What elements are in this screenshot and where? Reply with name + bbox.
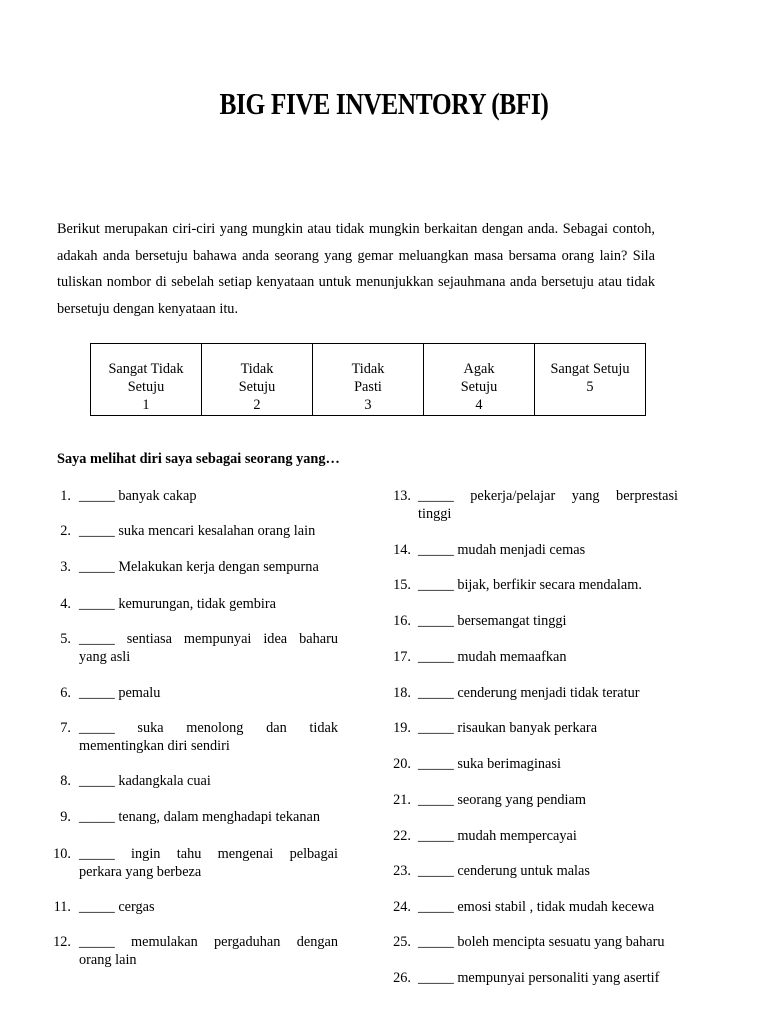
item-statement: _____ cenderung menjadi tidak teratur [418,685,640,701]
item-number: 20. [393,756,411,772]
scale-label-line2: Setuju [127,379,165,395]
item-number: 9. [60,809,71,825]
item-statement: _____ sentiasa mempunyai idea baharu [79,631,338,647]
item-number: 3. [60,559,71,575]
item-number: 22. [393,828,411,844]
item-number: 10. [53,846,71,862]
scale-cell-1 [91,344,202,416]
item-number: 8. [60,773,71,789]
intro-paragraph: Berikut merupakan ciri-ciri yang mungkin atau tidak mungkin berkaitan dengan anda. Sebagai contoh, adakah anda bersetuju bahawa anda seorang yang gemar meluangkan masa bersama orang lain? Sila tuliskan nombor di sebelah setiap kenyataan untuk menunjukkan sejauhmana anda bersetuju atau tidak bersetuju dengan kenyataan itu. [57,221,655,317]
scale-cell-2 [202,344,313,416]
item-number: 23. [393,863,411,879]
item-statement-continued: perkara yang berbeza [79,864,202,880]
scale-cell-5 [535,344,646,416]
item-statement: _____ memulakan pergaduhan dengan [79,934,338,950]
scale-label-line2: Setuju [460,379,498,395]
item-statement: _____ suka menolong dan tidak [79,720,338,736]
scale-value: 4 [475,397,483,413]
item-statement: _____ banyak cakap [79,488,197,504]
item-number: 26. [393,970,411,986]
scale-cell-3 [313,344,424,416]
item-statement-continued: tinggi [418,506,452,522]
item-statement: _____ kadangkala cuai [79,773,211,789]
item-statement: _____ boleh mencipta sesuatu yang baharu [418,934,665,950]
item-statement: _____ mudah memaafkan [418,649,567,665]
item-statement: _____ pekerja/pelajar yang berprestasi [418,488,678,504]
questionnaire-subheading: Saya melihat diri saya sebagai seorang yang… [57,451,340,467]
item-number: 17. [393,649,411,665]
item-statement: _____ tenang, dalam menghadapi tekanan [79,809,320,825]
item-statement: _____ mudah menjadi cemas [418,542,586,558]
item-statement-continued: yang asli [79,649,131,665]
scale-value: 2 [253,397,261,413]
item-number: 25. [393,934,411,950]
item-statement-continued: orang lain [79,952,137,968]
item-number: 13. [393,488,411,504]
scale-label-line1: Agak [463,361,495,377]
item-statement: _____ seorang yang pendiam [418,792,586,808]
scale-cell-4 [424,344,535,416]
item-statement: _____ emosi stabil , tidak mudah kecewa [418,899,655,915]
scale-label-line2: Pasti [354,379,382,395]
item-statement: _____ bijak, berfikir secara mendalam. [418,577,642,593]
item-statement: _____ bersemangat tinggi [418,613,567,629]
item-number: 12. [53,934,71,950]
scale-label-line1: Tidak [351,361,385,377]
item-statement: _____ mempunyai personaliti yang asertif [418,970,660,986]
scale-label-line1: Sangat Tidak [108,361,184,377]
item-number: 1. [60,488,71,504]
item-statement: _____ suka berimaginasi [418,756,561,772]
scale-label-line1: Tidak [240,361,274,377]
item-number: 4. [60,596,71,612]
item-statement: _____ suka mencari kesalahan orang lain [79,523,316,539]
item-statement: _____ cenderung untuk malas [418,863,590,879]
page-title: BIG FIVE INVENTORY (BFI) [219,86,549,121]
item-statement: _____ kemurungan, tidak gembira [79,596,276,612]
item-number: 15. [393,577,411,593]
item-statement: _____ ingin tahu mengenai pelbagai [79,846,338,862]
item-number: 2. [60,523,71,539]
rating-scale-table [90,343,646,416]
item-statement: _____ pemalu [79,685,161,701]
item-number: 14. [393,542,411,558]
item-number: 21. [393,792,411,808]
scale-value: 5 [586,379,594,395]
item-statement: _____ cergas [79,899,155,915]
scale-value: 3 [364,397,372,413]
item-number: 16. [393,613,411,629]
item-number: 18. [393,685,411,701]
item-statement: _____ mudah mempercayai [418,828,577,844]
item-number: 19. [393,720,411,736]
item-number: 5. [60,631,71,647]
item-number: 24. [393,899,411,915]
scale-label-line1: Sangat Setuju [550,361,630,377]
item-number: 6. [60,685,71,701]
item-statement: _____ Melakukan kerja dengan sempurna [79,559,319,575]
item-statement: _____ risaukan banyak perkara [418,720,598,736]
item-statement-continued: mementingkan diri sendiri [79,738,230,754]
item-number: 7. [60,720,71,736]
scale-value: 1 [142,397,150,413]
scale-label-line2: Setuju [238,379,276,395]
item-number: 11. [53,899,71,915]
